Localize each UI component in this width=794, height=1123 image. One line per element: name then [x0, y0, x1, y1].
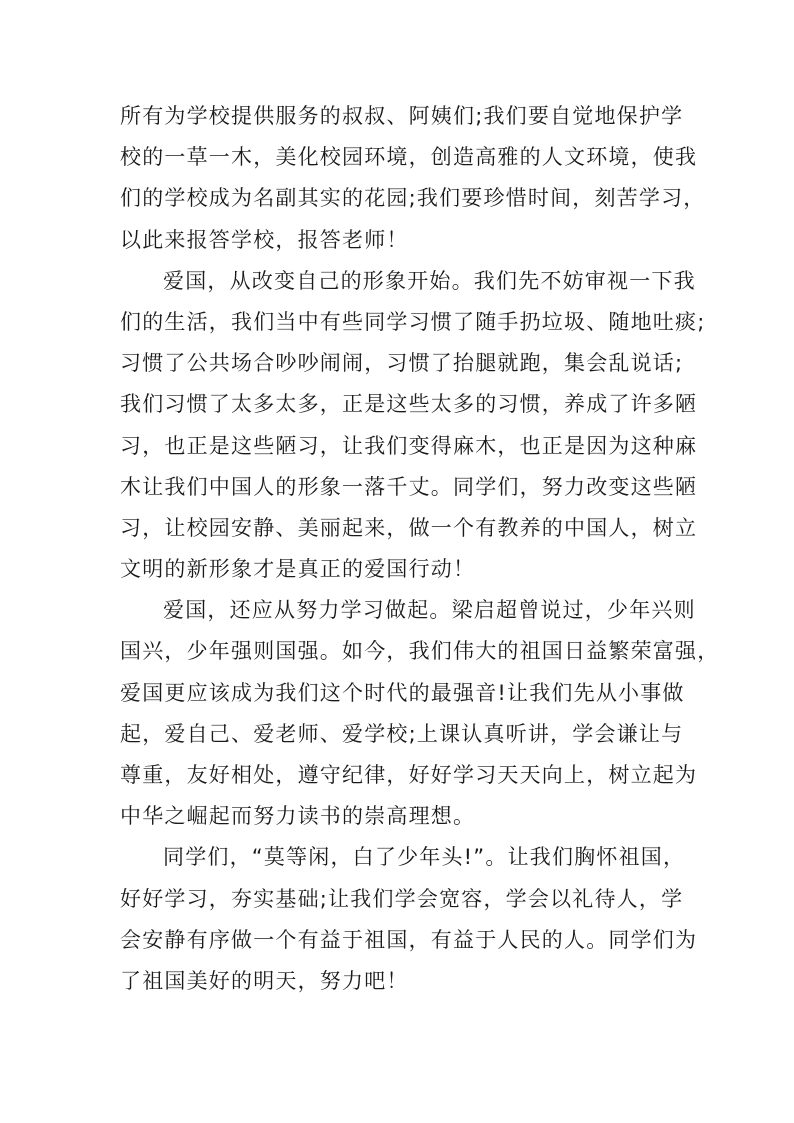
paragraph-1-line-3: 们的学校成为名副其实的花园;我们要珍惜时间，刻苦学习， — [120, 186, 706, 211]
paragraph-2-line-6: 木让我们中国人的形象一落千丈。同学们，努力改变这些陋 — [120, 474, 698, 499]
paragraph-2-line-8: 文明的新形象才是真正的爱国行动！ — [120, 557, 476, 582]
paragraph-1-line-4: 以此来报答学校，报答老师！ — [120, 227, 409, 252]
paragraph-4-line-2: 好好学习，夯实基础;让我们学会宽容，学会以礼待人，学 — [120, 886, 684, 911]
paragraph-4-line-1: 同学们，“莫等闲，白了少年头!”。让我们胸怀祖国， — [163, 845, 686, 870]
paragraph-4-line-4: 了祖国美好的明天，努力吧！ — [120, 968, 409, 993]
paragraph-2-line-2: 们的生活，我们当中有些同学习惯了随手扔垃圾、随地吐痰; — [120, 309, 706, 334]
paragraph-3-line-2: 国兴，少年强则国强。如今，我们伟大的祖国日益繁荣富强， — [120, 639, 720, 664]
paragraph-3-line-1: 爱国，还应从努力学习做起。梁启超曾说过，少年兴则 — [163, 598, 696, 623]
paragraph-3-line-6: 中华之崛起而努力读书的崇高理想。 — [120, 804, 476, 829]
paragraph-2-line-5: 习，也正是这些陋习，让我们变得麻木，也正是因为这种麻 — [120, 433, 698, 458]
paragraph-1-line-1: 所有为学校提供服务的叔叔、阿姨们;我们要自觉地保护学 — [120, 104, 684, 128]
paragraph-2-line-7: 习，让校园安静、美丽起来，做一个有教养的中国人，树立 — [120, 515, 698, 540]
paragraph-3-line-5: 尊重，友好相处，遵守纪律，好好学习天天向上，树立起为 — [120, 763, 698, 787]
paragraph-2-line-4: 我们习惯了太多太多，正是这些太多的习惯，养成了许多陋 — [120, 392, 698, 417]
paragraph-2-line-3: 习惯了公共场合吵吵闹闹，习惯了抬腿就跑，集会乱说话; — [120, 351, 684, 376]
paragraph-2-line-1: 爱国，从改变自己的形象开始。我们先不妨审视一下我 — [163, 268, 696, 293]
document-body — [120, 96, 720, 1002]
paragraph-1-line-2: 校的一草一木，美化校园环境，创造高雅的人文环境，使我 — [120, 145, 698, 170]
paragraph-3-line-3: 爱国更应该成为我们这个时代的最强音!让我们先从小事做 — [120, 680, 685, 705]
paragraph-3-line-4: 起，爱自己、爱老师、爱学校;上课认真听讲，学会谦让与 — [120, 721, 684, 746]
paragraph-4-line-3: 会安静有序做一个有益于祖国，有益于人民的人。同学们为 — [120, 927, 698, 952]
